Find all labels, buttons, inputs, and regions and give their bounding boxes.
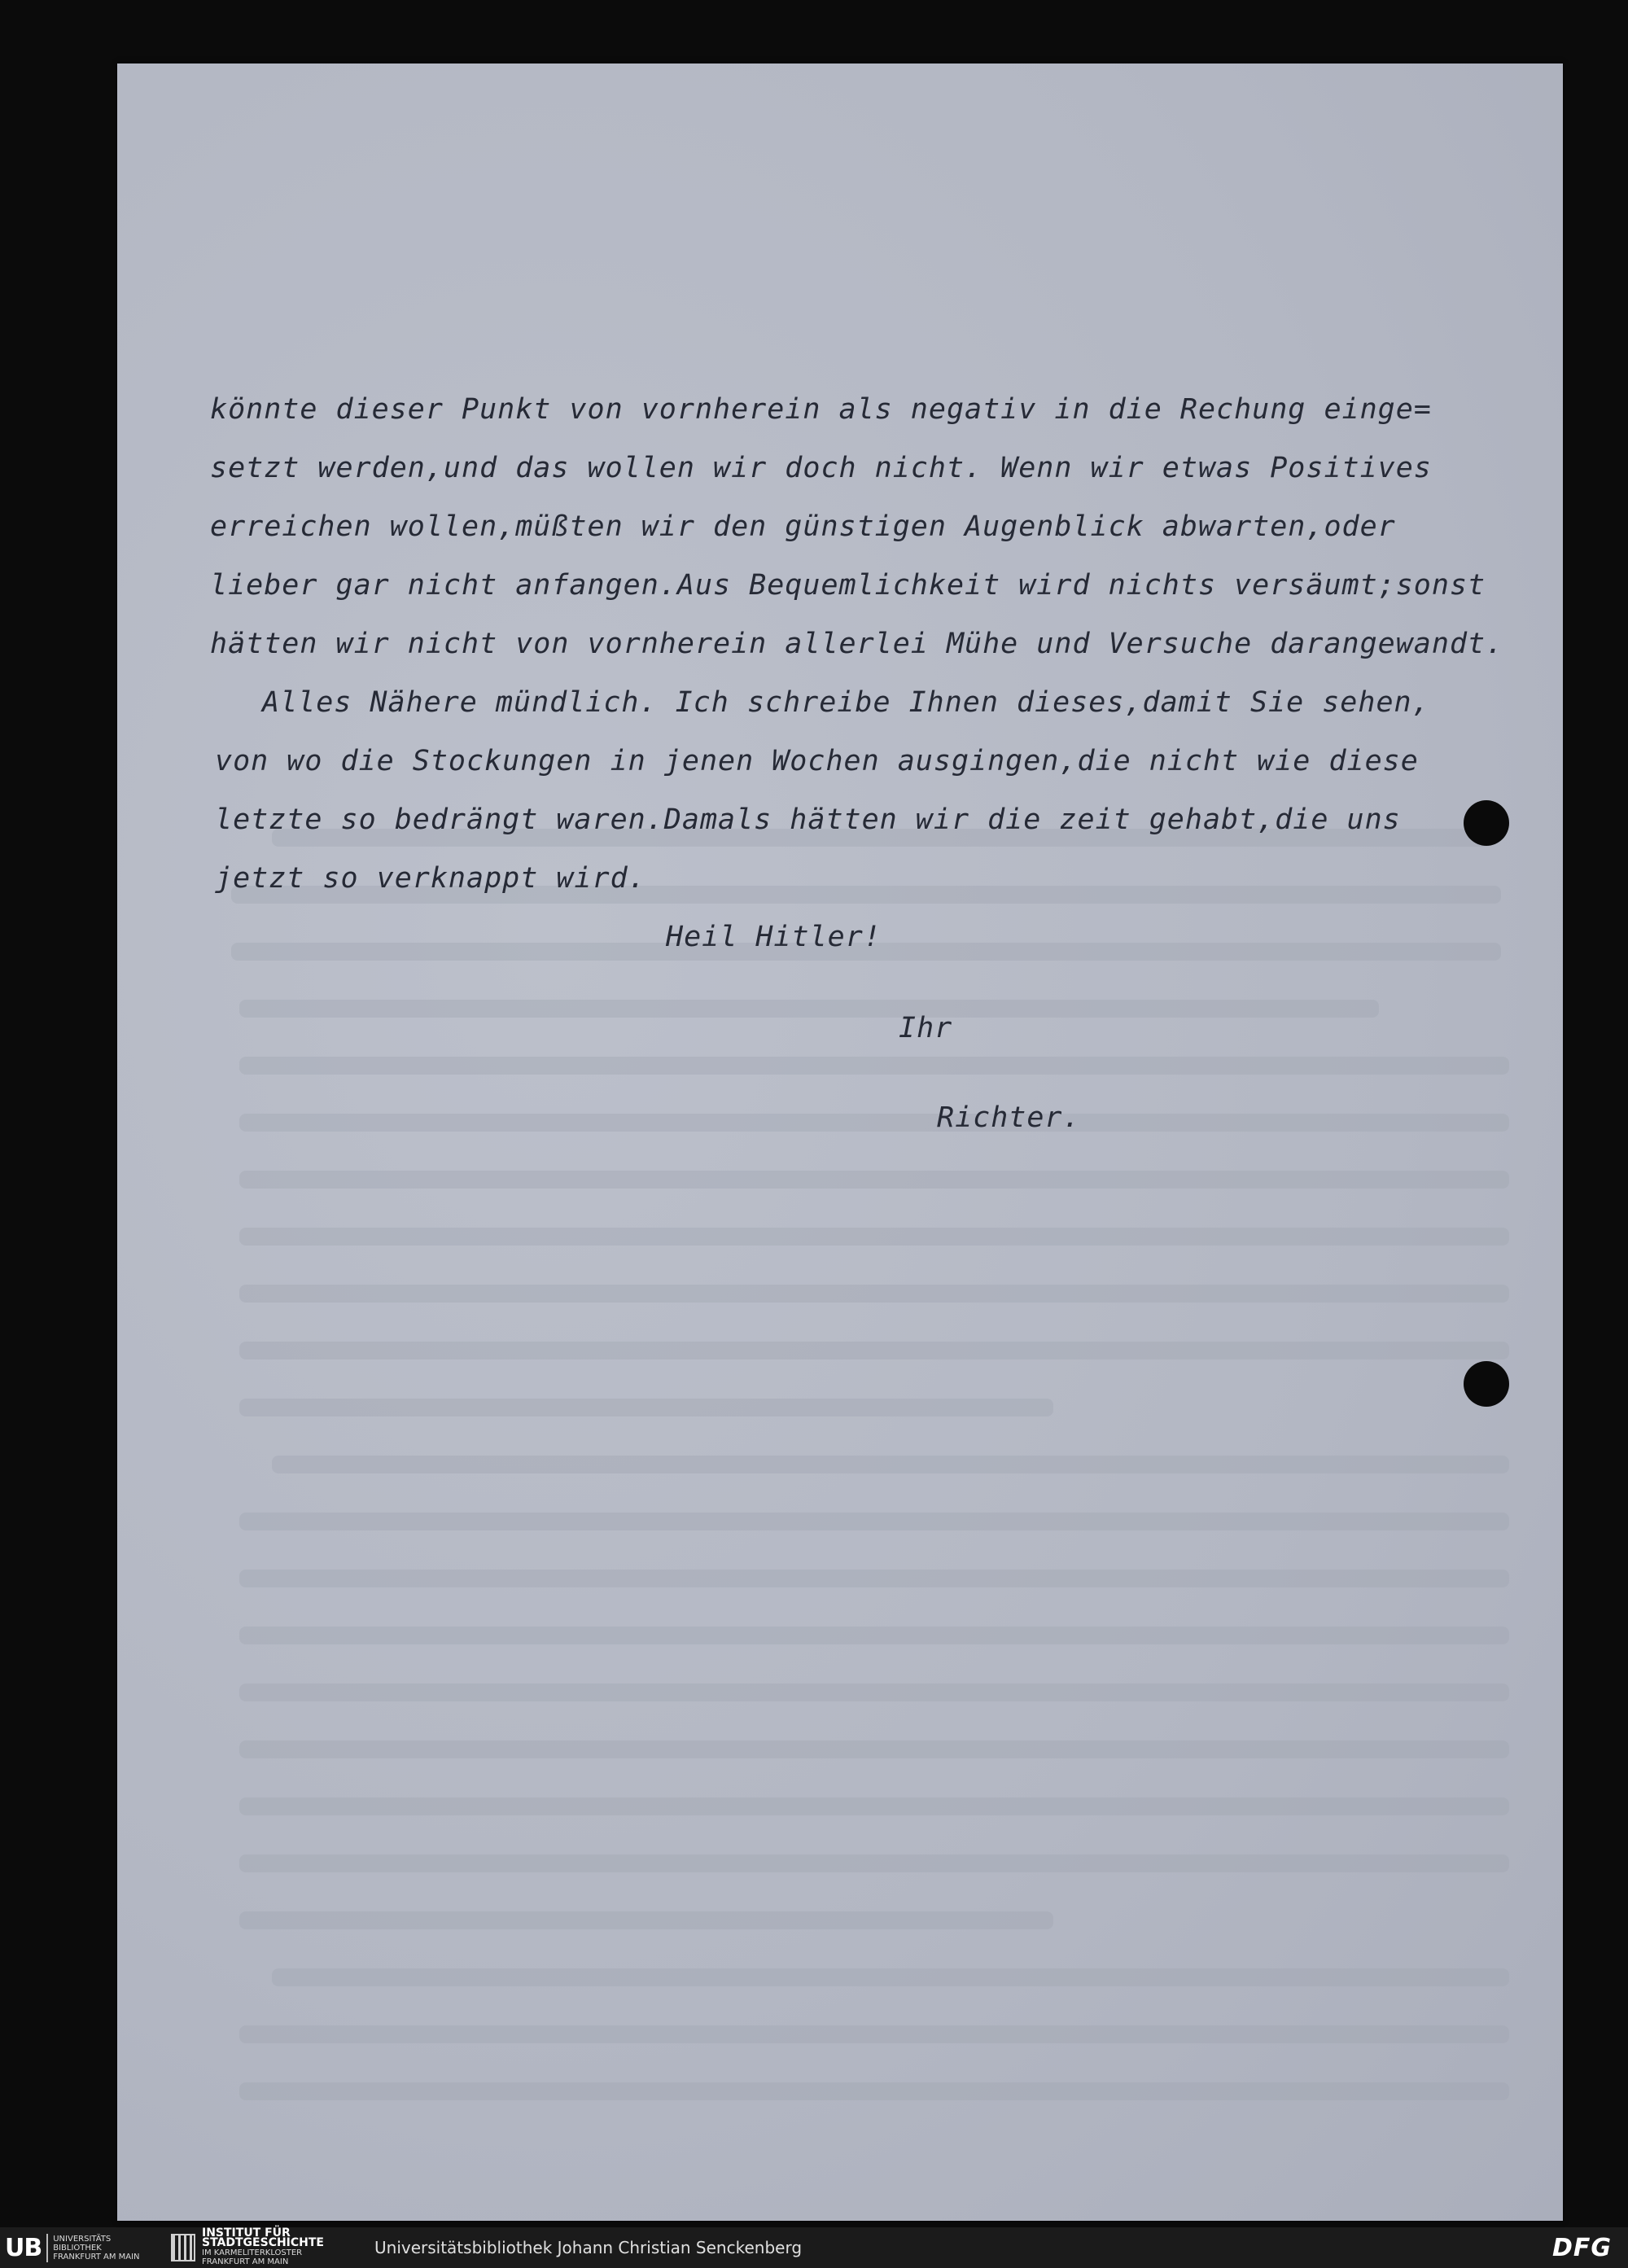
reverse-side-bleedthrough <box>117 63 1563 2221</box>
document-page <box>117 63 1563 2221</box>
ub-logo <box>5 2234 140 2261</box>
isg-logo-text: INSTITUT FÜR STADTGESCHICHTE IM KARMELITERKLOSTER FRANKFURT AM MAIN <box>202 2226 324 2266</box>
letter-line: Alles Nähere mündlich. Ich schreibe Ihnen dieses,damit Sie sehen, <box>262 686 1430 719</box>
isg-icon <box>171 2234 195 2261</box>
punch-hole-lower <box>1464 1361 1509 1407</box>
punch-hole-upper <box>1464 800 1509 846</box>
letter-line: erreichen wollen,müßten wir den günstigen Augenblick abwarten,oder <box>210 510 1396 543</box>
letter-line: lieber gar nicht anfangen.Aus Bequemlichkeit wird nichts versäumt;sonst <box>210 569 1486 602</box>
salutation: Ihr <box>899 1012 953 1044</box>
signature: Richter. <box>937 1101 1081 1134</box>
letter-line: hätten wir nicht von vornherein allerlei Mühe und Versuche darangewandt. <box>210 628 1504 660</box>
footer-bar <box>0 2227 1628 2268</box>
isg-logo <box>171 2226 324 2266</box>
closing: Heil Hitler! <box>666 921 882 953</box>
letter-line: von wo die Stockungen in jenen Wochen ausgingen,die nicht wie diese <box>215 745 1419 777</box>
library-name: Universitätsbibliothek Johann Christian Senckenberg <box>374 2238 803 2257</box>
letter-line: jetzt so verknappt wird. <box>215 862 646 895</box>
letter-line: letzte so bedrängt waren.Damals hätten wir die zeit gehabt,die uns <box>215 803 1401 836</box>
ub-mark: UB <box>5 2234 48 2262</box>
ub-logo-text: UNIVERSITÄTS BIBLIOTHEK FRANKFURT AM MAIN <box>53 2234 140 2261</box>
dfg-logo: DFG <box>1551 2234 1612 2262</box>
letter-line: setzt werden,und das wollen wir doch nicht. Wenn wir etwas Positives <box>210 452 1432 484</box>
letter-line: könnte dieser Punkt von vornherein als negativ in die Rechung einge= <box>210 393 1432 426</box>
